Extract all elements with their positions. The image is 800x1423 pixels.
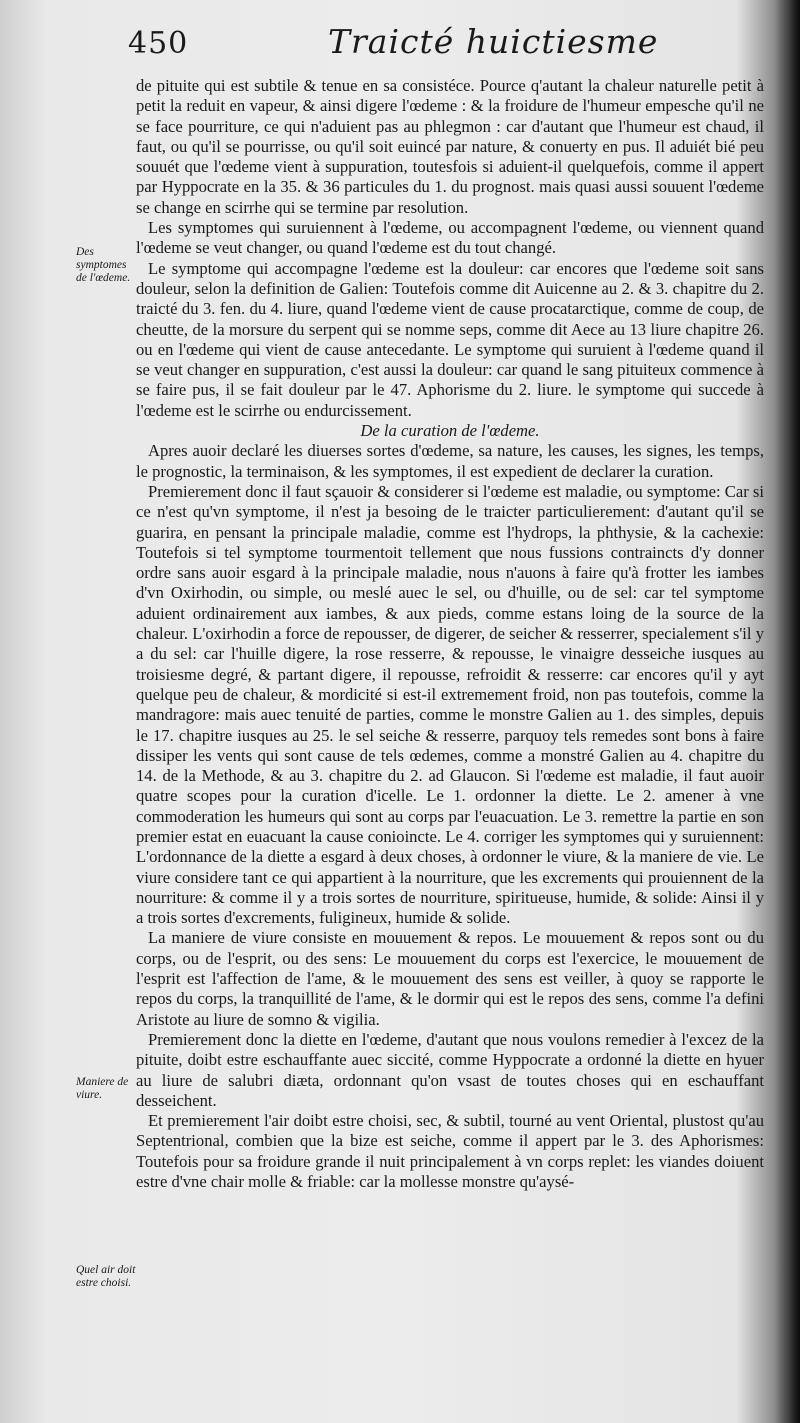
page-header — [128, 22, 768, 68]
paragraph: Les symptomes qui suruiennent à l'œdeme, ou accompagnent l'œdeme, ou viennent quand l'œdeme se veut changer, ou quand l'œdeme est du tout changé. — [136, 218, 764, 258]
paragraph: Le symptome qui accompagne l'œdeme est la douleur: car encores que l'œdeme soit sans douleur, selon la definition de Galien: Toutefois comme dit Auicenne au 2. & 3. chapitre du 2. traicté du 3. fen. du 4. liure, quand l'œdeme vient de cause procatarctique, comme de coup, de cheutte, de la morsure du serpent qui se nomme seps, comme dit Aece au 13 liure chapitre 26. ou en l'œdeme qui vient de cause antecedante. Le symptome qui suruient à l'œdeme quand il se veut changer en suppuration, c'est aussi la douleur: car quand le sang pituiteux commence à se faire pus, il se fait douleur par le 47. Aphorisme du 2. liure. le symptome qui succede à l'œdeme est le scirrhe ou endurcissement. — [136, 258, 764, 420]
margin-note-air: Quel air doit estre choisi. — [76, 1264, 136, 1289]
paragraph: Premierement donc il faut sçauoir & considerer si l'œdeme est maladie, ou symptome: Car si ce n'est qu'vn symptome, il n'est ja besoing de le traicter particulierement: d'autant qu'il se guarira, en pensant la principale maladie, comme est l'hydrops, la phthysie, & la cachexie: Toutefois si tel symptome tourmentoit tellement que nous fussions contraincts d'y donner ordre sans auoir esgard à la principale maladie, nous n'auons à faire qu'à frotter les iambes d'vn Oxirhodin, ou simple, ou meslé auec le sel, ou d'huille, ou de sel: car tel symptome aduient ordinairement aux iambes, & aux pieds, comme estans loing de la source de la chaleur. L'oxirhodin a force de repousser, de digerer, de seicher & resserrer, specialement s'il y a du sel: car l'huille digere, la rose resserre, & repousse, le vinaigre desseiche iusques au troisiesme degré, & partant digere, il repousse, refroidit & resserre: car encores qu'il y ayt quelque peu de chaleur, & mordicité si est-il extremement froid, non pas toutefois, comme la mandragore: mais auec tenuité de parties, comme le monstre Galien au 1. des simples, depuis le 17. chapitre iusques au 25. le sel seiche & resserre, parquoy tels remedes sont bons à faire dissiper les vents qui sont cause de tels œdemes, comme a monstré Galien au 4. chapitre du 14. de la Methode, & au 3. chapitre du 2. ad Glaucon. Si l'œdeme est maladie, il faut auoir quatre scopes pour la curation d'icelle. Le 1. ordonner la diette. Le 2. amener à vne commoderation les humeurs qui sont au corps par l'euacuation. Le 3. remettre la partie en son premier estat en euacuant la cause conioincte. Le 4. corriger les symptomes qui y suruiennent: L'ordonnance de la diette a esgard à deux choses, à ordonner le viure, & la maniere de vie. Le viure considere tant ce qui appartient à la nourriture, que les excrements qui prouiennent de la nourriture: & comme il y a trois sortes de nourriture, spiritueuse, humide, & solide: Ainsi il y a trois sortes d'excrements, fuligineux, humide & solide. — [136, 481, 764, 928]
paragraph: Et premierement l'air doibt estre choisi, sec, & subtil, tourné au vent Oriental, plustost qu'au Septentrional, combien que la bize est seiche, comme il appert par le 3. des Aphorismes: Toutefois pour sa froidure grande il nuit principalement à vn corps replet: les viandes doiuent estre d'vne chair molle & friable: car la mollesse monstre qu'aysé- — [136, 1111, 764, 1192]
paragraph: Premierement donc la diette en l'œdeme, d'autant que nous voulons remedier à l'excez de la pituite, doibt estre eschauffante auec siccité, comme Hyppocrate a ordonné la diette en hyuer au liure de salubri diæta, ordonnant qu'on vsast de toutes choses qui en eschauffant desseichent. — [136, 1029, 764, 1110]
running-title: Traicté huictiesme — [328, 22, 659, 61]
paragraph: de pituite qui est subtile & tenue en sa consistéce. Pource q'autant la chaleur naturelle petit à petit la reduit en vapeur, & ainsi digere l'œdeme : & la froidure de l'humeur empesche qu'il ne se face pourriture, ce qui n'aduient pas au phlegmon : car d'autant que l'humeur est chaud, il faut, ou qu'il se pourrisse, ou qu'il soit euincé par nature, & conuerty en pus. Il aduiét bié peu souuét que l'œdeme vient à suppuration, toutesfois si aduient-il quelquefois, comme il appert par Hyppocrate en la 35. & 36 particules du 1. du prognost. mais quasi aussi souuent l'œdeme se change en scirrhe qui se termine par resolution. — [136, 76, 764, 217]
paragraph: La maniere de viure consiste en mouuement & repos. Le mouuement & repos sont ou du corps, ou de l'esprit, ou des sens: Le mouuement du corps est l'exercice, le mouuement de l'esprit est l'affection de l'ame, & le mouuement des sens est veiller, à quoy se rapporte le repos du corps, la tranquillité de l'ame, & le dormir qui est le repos des sens, comme l'a defini Aristote au liure de somno & vigilia. — [136, 928, 764, 1029]
margin-note-symptomes: Des symptomes de l'œdeme. — [76, 246, 131, 284]
page-edge-shadow — [774, 0, 800, 1423]
paragraph: Apres auoir declaré les diuerses sortes d'œdeme, sa nature, les causes, les signes, les temps, le prognostic, la terminaison, & les symptomes, il est expedient de declarer la curation. — [136, 441, 764, 481]
body-text — [136, 76, 764, 1192]
page-number: 450 — [128, 26, 189, 61]
margin-note-viure: Maniere de viure. — [76, 1076, 129, 1101]
section-heading: De la curation de l'œdeme. — [360, 421, 540, 441]
